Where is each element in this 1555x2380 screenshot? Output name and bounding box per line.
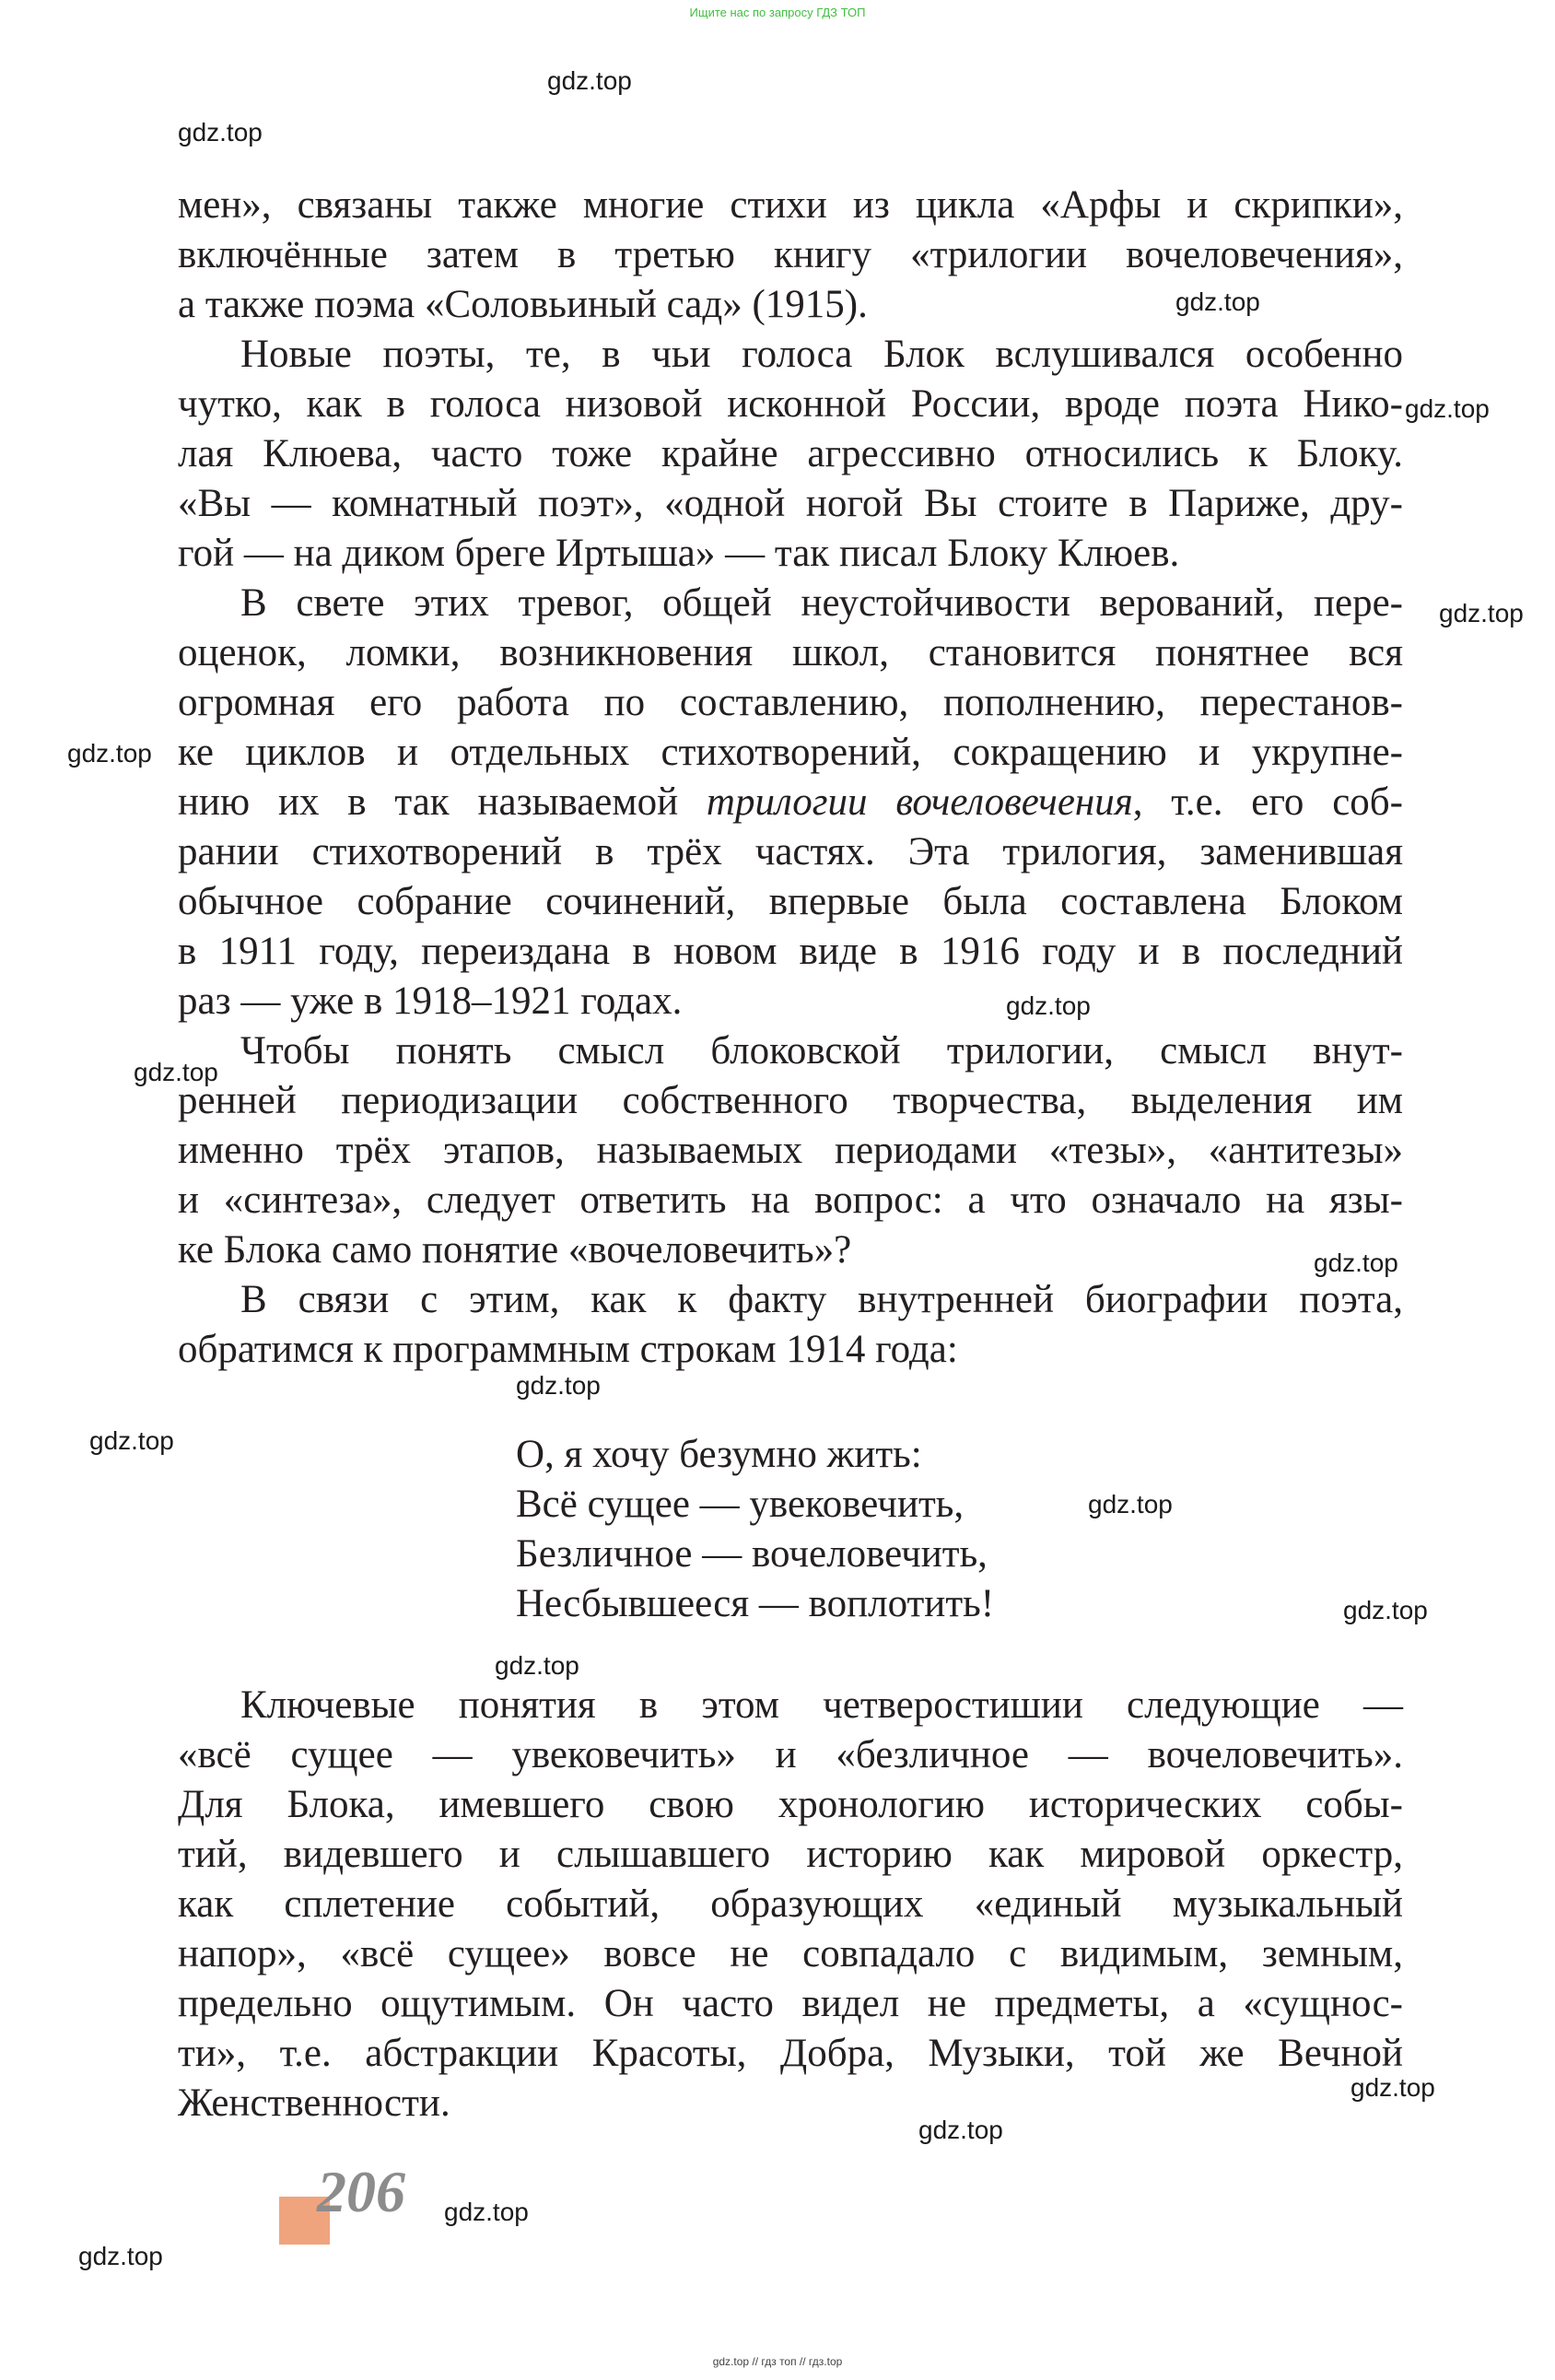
text-line: ке Блока само понятие «вочеловечить»? — [178, 1228, 852, 1272]
text-line: включённые затем в третью книгу «трилогии вочеловечения», — [178, 233, 1403, 276]
text-line: в 1911 году, переиздана в новом виде в 1916 году и в последний — [178, 930, 1403, 973]
text-line: рании стихотворений в трёх частях. Эта трилогия, заменившая — [178, 830, 1403, 873]
watermark: gdz.top — [1175, 287, 1260, 316]
text-line: обратимся к программным строкам 1914 года: — [178, 1328, 958, 1371]
text-line: В свете этих тревог, общей неустойчивости верований, пере- — [240, 581, 1403, 625]
paragraph — [178, 330, 1403, 579]
text-line: Новые поэты, те, в чьи голоса Блок вслушивался особенно — [240, 333, 1403, 376]
text-line: оценок, ломки, возникновения школ, становится понятнее вся — [178, 631, 1403, 674]
text-line: лая Клюева, часто тоже крайне агрессивно относились к Блоку. — [178, 432, 1403, 475]
text-line: Чтобы понять смысл блоковской трилогии, смысл внут- — [240, 1029, 1403, 1073]
text-line: «Вы — комнатный поэт», «одной ногой Вы стоите в Париже, дру- — [178, 482, 1403, 525]
text-line: тий, видевшего и слышавшего историю как мировой оркестр, — [178, 1833, 1403, 1876]
watermark: gdz.top — [918, 2116, 1003, 2144]
text-line: обычное собрание сочинений, впервые была составлена Блоком — [178, 880, 1403, 923]
text-line: а также поэма «Соловьиный сад» (1915). — [178, 283, 868, 326]
watermark: gdz.top — [178, 118, 263, 147]
verse-line: О, я хочу безумно жить: — [516, 1433, 922, 1476]
paragraph — [178, 1275, 1403, 1375]
watermark: gdz.top — [78, 2242, 163, 2270]
text-line: гой — на диком бреге Иртыша» — так писал Блоку Клюев. — [178, 532, 1180, 575]
text-line: ренней периодизации собственного творчества, выделения им — [178, 1079, 1403, 1122]
watermark: gdz.top — [444, 2198, 529, 2226]
verse-quote — [516, 1430, 994, 1629]
paragraph — [178, 1026, 1403, 1275]
watermark: gdz.top — [67, 739, 152, 768]
text-line: Женственности. — [178, 2081, 450, 2125]
italic-term: трилогии вочеловечения — [706, 780, 1133, 824]
text-line: В связи с этим, как к факту внутренней биографии поэта, — [240, 1278, 1403, 1321]
text-line: мен», связаны также многие стихи из цикла «Арфы и скрипки», — [178, 183, 1403, 227]
text-line: напор», «всё сущее» вовсе не совпадало с видимым, земным, — [178, 1932, 1403, 1976]
watermark: gdz.top — [134, 1058, 218, 1086]
verse-line: Несбывшееся — воплотить! — [516, 1582, 995, 1625]
watermark: gdz.top — [1343, 1596, 1428, 1624]
text-line: Ключевые понятия в этом четверостишии следующие — — [240, 1683, 1403, 1727]
text-line: ке циклов и отдельных стихотворений, сокращению и укрупне- — [178, 731, 1403, 774]
paragraph — [178, 181, 1403, 330]
text-line: «всё сущее — увековечить» и «безличное — вочеловечить». — [178, 1733, 1403, 1776]
watermark: gdz.top — [1350, 2073, 1435, 2102]
text-run: , т.е. его соб- — [1132, 780, 1403, 824]
text-line: раз — уже в 1918–1921 годах. — [178, 979, 683, 1023]
watermark: gdz.top — [1314, 1249, 1398, 1277]
page-number: 206 — [317, 2159, 405, 2224]
text-line: Для Блока, имевшего свою хронологию исторических собы- — [178, 1783, 1403, 1826]
text-line — [178, 778, 1403, 827]
verse-line: Безличное — вочеловечить, — [516, 1532, 988, 1576]
watermark: gdz.top — [495, 1651, 579, 1680]
verse-line: Всё сущее — увековечить, — [516, 1483, 965, 1526]
watermark: gdz.top — [1405, 394, 1490, 423]
text-line: чутко, как в голоса низовой исконной России, вроде поэта Нико- — [178, 382, 1403, 426]
watermark: gdz.top — [1088, 1490, 1173, 1518]
text-line: как сплетение событий, образующих «единый музыкальный — [178, 1882, 1403, 1926]
text-run: нию их в так называемой — [178, 780, 707, 824]
paragraph — [178, 579, 1403, 1026]
text-line: ти», т.е. абстракции Красоты, Добра, Музыки, той же Вечной — [178, 2032, 1403, 2075]
text-line: предельно ощутимым. Он часто видел не предметы, а «сущнос- — [178, 1982, 1403, 2025]
paragraph — [178, 1681, 1403, 2128]
watermark: gdz.top — [516, 1371, 601, 1400]
bottom-banner: gdz.top // гдз топ // гдз.top — [712, 2355, 843, 2368]
watermark: gdz.top — [1006, 991, 1091, 1020]
watermark: gdz.top — [547, 66, 632, 95]
watermark: gdz.top — [89, 1426, 174, 1455]
top-banner: Ищите нас по запросу ГДЗ ТОП — [689, 6, 866, 19]
text-line: огромная его работа по составлению, пополнению, перестанов- — [178, 681, 1403, 724]
text-line: именно трёх этапов, называемых периодами «тезы», «антитезы» — [178, 1129, 1403, 1172]
watermark: gdz.top — [1439, 599, 1524, 627]
text-line: и «синтеза», следует ответить на вопрос: а что означало на язы- — [178, 1178, 1403, 1222]
